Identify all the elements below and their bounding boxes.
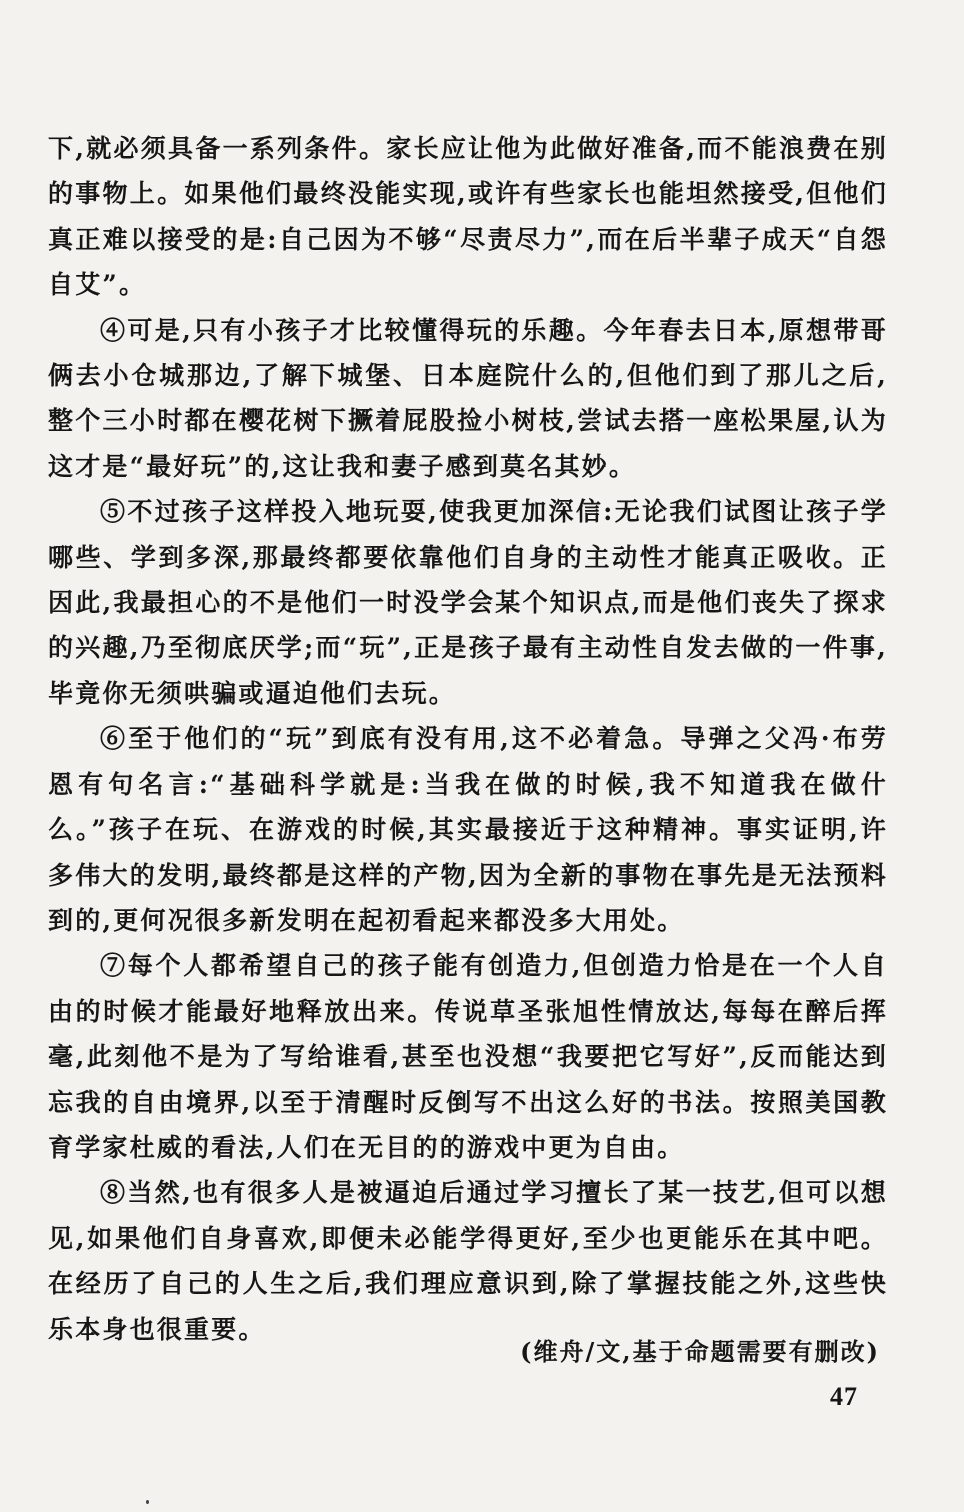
paragraph-6: ⑥至于他们的“玩”到底有没有用,这不必着急。导弹之父冯·布劳恩有句名言:“基础科学就是:当我在做的时候,我不知道我在做什么。”孩子在玩、在游戏的时候,其实最接近于这种精神。事实证明,许多伟大的发明,最终都是这样的产物,因为全新的事物在事先是无法预料到的,更何况很多新发明在起初看起来都没多大用处。: [48, 724, 888, 935]
paragraph-continuation: 下,就必须具备一系列条件。家长应让他为此做好准备,而不能浪费在别的事物上。如果他们最终没能实现,或许有些家长也能坦然接受,但他们真正难以接受的是:自己因为不够“尽责尽力”,而在后半辈子成天“自怨自艾”。: [48, 134, 888, 300]
paragraph-5: ⑤不过孩子这样投入地玩耍,使我更加深信:无论我们试图让孩子学哪些、学到多深,那最终都要依靠他们自身的主动性才能真正吸收。正因此,我最担心的不是他们一时没学会某个知识点,而是他们丧失了探求的兴趣,乃至彻底厌学;而“玩”,正是孩子最有主动性自发去做的一件事,毕竟你无须哄骗或逼迫他们去玩。: [48, 497, 888, 708]
scan-speck: [146, 1500, 149, 1504]
paragraph-7: ⑦每个人都希望自己的孩子能有创造力,但创造力恰是在一个人自由的时候才能最好地释放出来。传说草圣张旭性情放达,每每在醉后挥毫,此刻他不是为了写给谁看,甚至也没想“我要把它写好”,反而能达到忘我的自由境界,以至于清醒时反倒写不出这么好的书法。按照美国教育学家杜威的看法,人们在无目的的游戏中更为自由。: [48, 951, 888, 1162]
paragraph-8: ⑧当然,也有很多人是被逼迫后通过学习擅长了某一技艺,但可以想见,如果他们自身喜欢,即便未必能学得更好,至少也更能乐在其中吧。在经历了自己的人生之后,我们理应意识到,除了掌握技能之外,这些快乐本身也很重要。: [48, 1178, 888, 1344]
source-attribution: (维舟/文,基于命题需要有删改): [520, 1337, 880, 1366]
article-body: [48, 126, 888, 1352]
page-number: 47: [830, 1382, 858, 1411]
paragraph-4: ④可是,只有小孩子才比较懂得玩的乐趣。今年春去日本,原想带哥俩去小仓城那边,了解下城堡、日本庭院什么的,但他们到了那儿之后,整个三小时都在樱花树下撅着屁股捡小树枝,尝试去搭一座松果屋,认为这才是“最好玩”的,这让我和妻子感到莫名其妙。: [48, 315, 888, 481]
